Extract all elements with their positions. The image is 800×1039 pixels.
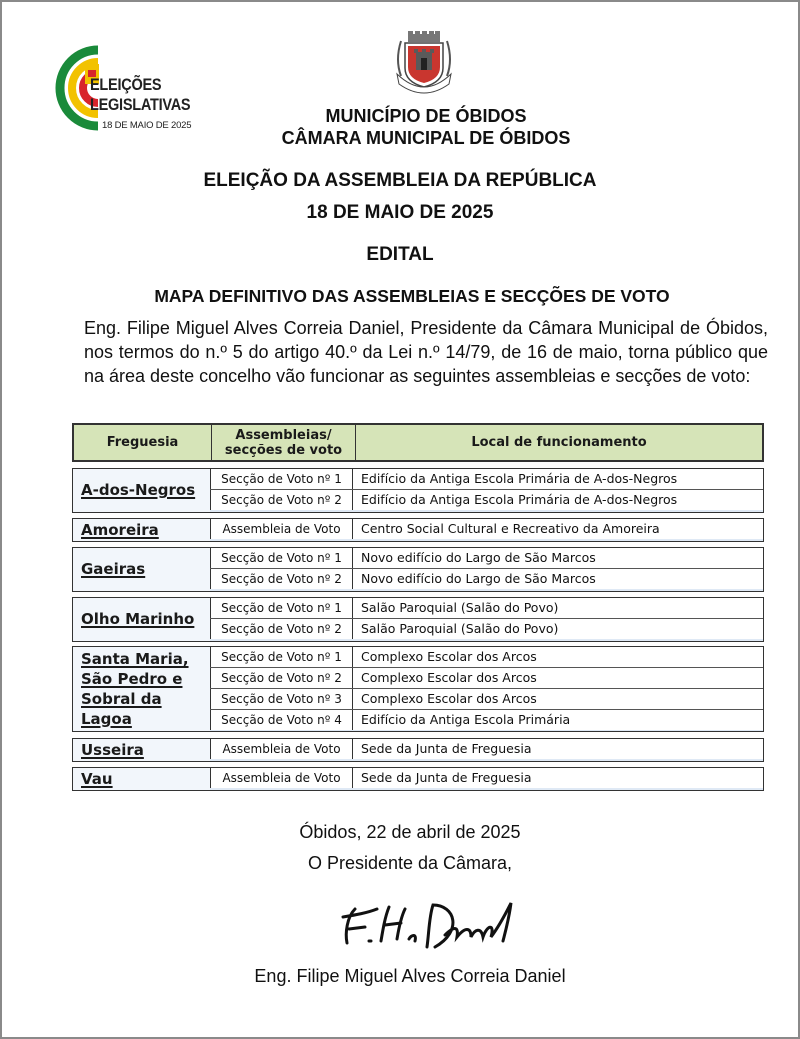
table-row (210, 768, 763, 788)
header-local: Local de funcionamento (471, 435, 647, 450)
group-rows (210, 519, 763, 541)
table-row (210, 647, 763, 667)
freguesia-name (73, 548, 210, 591)
table-row (210, 688, 763, 709)
table-group (72, 468, 764, 513)
freguesia-name (73, 519, 210, 541)
location-cell: Edifício da Antiga Escola Primária de A-dos-Negros (353, 490, 763, 510)
group-rows (210, 647, 763, 731)
election-logo-line2: LEGISLATIVAS (90, 96, 191, 114)
section-cell: Assembleia de Voto (210, 768, 353, 788)
location-cell: Novo edifício do Largo de São Marcos (353, 569, 763, 589)
group-rows (210, 548, 763, 591)
signature (325, 895, 525, 965)
freguesia-label: Santa Maria, São Pedro e Sobral da Lagoa (81, 650, 189, 729)
document-subtitle: MAPA DEFINITIVO DAS ASSEMBLEIAS E SECÇÕES DE VOTO (154, 286, 670, 306)
location-cell: Complexo Escolar dos Arcos (353, 647, 763, 667)
election-date: 18 DE MAIO DE 2025 (306, 202, 494, 223)
freguesia-label: Amoreira (81, 520, 159, 539)
section-cell: Assembleia de Voto (210, 739, 353, 759)
location-cell: Edifício da Antiga Escola Primária de A-dos-Negros (353, 469, 763, 489)
table-group (72, 646, 764, 732)
table-row (210, 548, 763, 568)
section-cell: Secção de Voto nº 3 (210, 689, 353, 709)
election-logo-line1: ELEIÇÕES (90, 76, 162, 94)
table-group (72, 767, 764, 791)
group-rows (210, 598, 763, 641)
table-row (210, 469, 763, 489)
place-date: Óbidos, 22 de abril de 2025 (299, 822, 521, 842)
location-cell: Sede da Junta de Freguesia (353, 768, 763, 788)
section-cell: Secção de Voto nº 1 (210, 647, 353, 667)
location-cell: Edifício da Antiga Escola Primária (353, 710, 763, 730)
council-title: CÂMARA MUNICIPAL DE ÓBIDOS (281, 128, 571, 148)
signatory-role: O Presidente da Câmara, (307, 853, 513, 873)
table-row (210, 489, 763, 510)
section-cell: Secção de Voto nº 1 (210, 548, 353, 568)
freguesia-label: Olho Marinho (81, 610, 195, 629)
freguesia-label: Gaeiras (81, 560, 146, 579)
election-logo-date: 18 DE MAIO DE 2025 (102, 120, 192, 131)
freguesia-name (73, 768, 210, 790)
freguesia-label: Usseira (81, 740, 144, 759)
table-row (210, 709, 763, 730)
signatory-name: Eng. Filipe Miguel Alves Correia Daniel (254, 966, 566, 986)
table-row (210, 618, 763, 639)
freguesia-label: Vau (81, 769, 113, 788)
table-group (72, 547, 764, 592)
intro-paragraph: Eng. Filipe Miguel Alves Correia Daniel, Presidente da Câmara Municipal de Óbidos, nos termos do n.º 5 do artigo 40.º da Lei n.º 14/79, de 16 de maio, torna público que na área deste concelho vão funcionar as seguintes assembleias e secções de voto: (84, 318, 768, 386)
section-cell: Secção de Voto nº 4 (210, 710, 353, 730)
group-rows (210, 469, 763, 512)
freguesia-label: A-dos-Negros (81, 481, 196, 500)
table-row (210, 598, 763, 618)
table-header (72, 423, 764, 462)
municipality-title: MUNICÍPIO DE ÓBIDOS (325, 106, 527, 126)
freguesia-name (73, 469, 210, 512)
section-cell: Secção de Voto nº 2 (210, 619, 353, 639)
document-type: EDITAL (366, 244, 434, 265)
table-group (72, 738, 764, 762)
location-cell: Centro Social Cultural e Recreativo da Amoreira (353, 519, 763, 539)
table-group (72, 597, 764, 642)
section-cell: Assembleia de Voto (210, 519, 353, 539)
coat-of-arms-icon (391, 30, 457, 96)
header-freguesia: Freguesia (106, 435, 179, 450)
table-row (210, 667, 763, 688)
table-row (210, 568, 763, 589)
location-cell: Salão Paroquial (Salão do Povo) (353, 619, 763, 639)
section-cell: Secção de Voto nº 1 (210, 469, 353, 489)
table-row (210, 519, 763, 539)
location-cell: Complexo Escolar dos Arcos (353, 668, 763, 688)
header-assembleias: Assembleias/ secções de voto (211, 425, 356, 460)
location-cell: Salão Paroquial (Salão do Povo) (353, 598, 763, 618)
location-cell: Complexo Escolar dos Arcos (353, 689, 763, 709)
freguesia-name (73, 739, 210, 761)
polling-table (72, 423, 764, 788)
location-cell: Sede da Junta de Freguesia (353, 739, 763, 759)
location-cell: Novo edifício do Largo de São Marcos (353, 548, 763, 568)
section-cell: Secção de Voto nº 1 (210, 598, 353, 618)
table-group (72, 518, 764, 542)
freguesia-name (73, 647, 210, 731)
group-rows (210, 739, 763, 761)
table-row (210, 739, 763, 759)
section-cell: Secção de Voto nº 2 (210, 490, 353, 510)
election-title: ELEIÇÃO DA ASSEMBLEIA DA REPÚBLICA (203, 170, 597, 191)
group-rows (210, 768, 763, 790)
freguesia-name (73, 598, 210, 641)
section-cell: Secção de Voto nº 2 (210, 569, 353, 589)
section-cell: Secção de Voto nº 2 (210, 668, 353, 688)
